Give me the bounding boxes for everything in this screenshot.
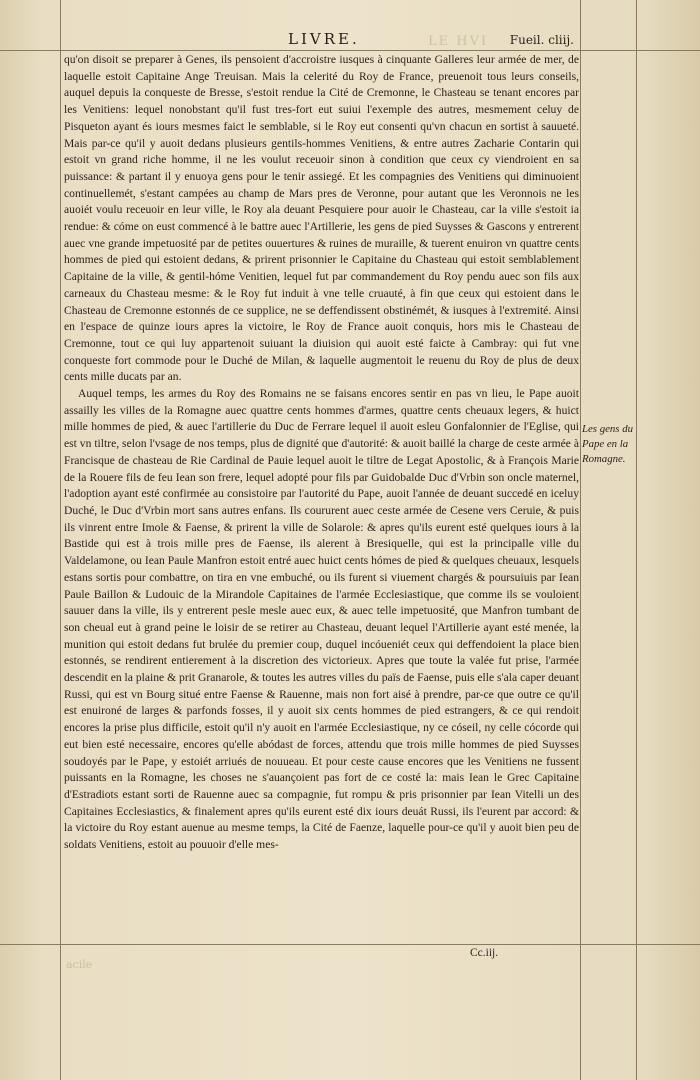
signature-mark: Cc.iij.	[470, 947, 499, 959]
left-column-rule	[60, 0, 61, 1080]
folio-number: Fueil. cliij.	[509, 33, 574, 47]
right-column-rule	[580, 0, 581, 1080]
marginal-note: Les gens du Pape en la Romagne.	[582, 423, 633, 465]
running-title: LIVRE.	[288, 30, 360, 48]
main-text	[64, 52, 579, 854]
paragraph: Auquel temps, les armes du Roy des Romains ne se faisans encores sentir en pas vn lieu, le Pape auoit assailly les villes de la Romagne auec quattre cents hommes d'armes, quattre cents cheuaux legers, & huict mille hommes de pied, & auec l'artillerie du Duc de Ferrare lequel il auoit esleu Gonfalonnier de l'Eglise, qui est vn tiltre, selon l'vsage de nos temps, plus de dignité que d'autorité: & auoit baillé la charge de ceste armée à Francisque de chasteau de Rie Cardinal de Pauie lequel auoit le tiltre de Legat Apostolic, & à François Marie de la Rouere fils de feu Iean son frere, lequel adopté pour fils par Guidobalde Duc d'Vrbin son oncle maternel, l'adoption ayant esté confirmée au consistoire par l'autorité du Pape, auoit l'année de deuant succedé en iceluy Duché, le Duc d'Vrbin mort sans autres enfans. Ils coururent auec ceste armée de Cesene vers Ceruie, & puis ils vinrent entre Imole & Faense, & prirent la ville de Solarole: & apres qu'ils eurent esté quelques iours à la Bastide qui est à trois mille pres de Faense, ils alerent à Bresiquelle, qui est la principalle ville du Valdelamone, ou Iean Paule Manfron estoit entré auec huict cents hómes de pied & quelques cheuaux, lesquels estans sortis pour combattre, on tira en vne embuché, ou ils furent si viuement chargés & poursuiuis par Iean Paule Baillon & Ludouic de la Mirandole Capitaines de l'armée Ecclesiastique, que comme ils se vouloient sauuer dans la ville, ils y entrerent pesle mesle auec eux, & auec telle impetuosité, que Manfron tumbant de son cheual eut à grand peine le loisir de se retirer au Chasteau, deuant lequel l'Artillerie ayant esté menée, la munition qui estoit dedans fut brulée du premier coup, duquel incóueniét ceux qui deffendoient la place bien estonnés, se rendirent entierement à la discretion des victorieux. Apres que toute la valée fut prise, l'armée descendit en la plaine & prit Granarole, & toutes les autres villes du païs de Faense, puis elle s'ala caper deuant Russi, qui est vn Bourg situé entre Faense & Rauenne, mais non fort aisé à prendre, par-ce que outre ce qu'il est enuironé de larges & parfonds fosses, il y auoit six cents hommes de pied estrangers, & ce qui rendoit encores la prise plus difficile, estoit qu'il n'y auoit en l'armée Ecclesiastique, ny ce cóseil, ny celle cócorde qui eut bien esté necessaire, encores qu'elle abódast de forces, attendu que trois mille hommes de pied Suysses soudoyés par le Pape, y estoiét arriués de nouueau. Et pour ceste cause encores que les Venitiens ne fussent puissants en la Romagne, les choses ne s'auançoient pas fort de ce costé la: mais Iean le Grec Capitaine d'Estradiots estant sorti de Rauenne auec sa compagnie, fut rompu & pris prisonnier par Iean Vitelli un des Capitaines Ecclesiastics, & finalement apres qu'ils eurent esté dix iours deuát Russi, ils l'eurent par accord: & la victoire du Roy estant auenue au mesme temps, la Cité de Faenze, laquelle pour-ce qu'il y auoit bien peu de soldats Venitiens, estoit au pouuoir d'elle mes-	[64, 387, 579, 852]
outer-margin-rule	[636, 0, 637, 1080]
show-through-text: LE HVI	[428, 34, 489, 49]
running-header	[60, 30, 580, 52]
bottom-rule	[0, 944, 700, 945]
paragraph: qu'on disoit se preparer à Genes, ils pensoient d'accroistre iusques à cinquante Galleres leur armée de mer, de laquelle estoit Capitaine Ange Treuisan. Mais la celerité du Roy de France, preuenoit tous leurs conseils, auquel depuis la conqueste de Bresse, s'estoit rendue la Cité de Cremonne, le Chasteau se tenant encores par les Venitiens: lequel nonobstant qu'il fust tres-fort eut suiui l'exemple des autres, mesmement celuy de Pisqueton ayant és iours mesmes faict le semblable, si le Roy eut consenti qu'vn chacun en sortist à sauueté. Mais par-ce qu'il y auoit dedans plusieurs gentils-hommes Venitiens, & entre autres Zacharie Contarin qui estoit vn grand riche homme, il ne les voulut receuoir sinon à condition que ceux cy viendroient en sa puissance: & partant il y enuoya gens pour le tenir assiegé. Et les compagnies des Venitiens qui diminuoient continuellemét, s'estant campées au champ de Mars pres de Veronne, pour autant que les Veronnois ne les auoiét voulu receuoir en leur ville, le Roy ala deuant Pesquiere pour auoir le Chasteau, car la ville s'estoit ia rendue: & cóme on eust commencé à le battre auec l'Artillerie, les gens de pied Suysses & Gascons y entrerent auec vne grande impetuosité par de petites ouuertures & ruines de muraille, & tuerent enuiron vn quattre cents hommes de pied qui estoient dedans, & prirent prisonnier le Capitaine du Chasteau qui estoit semblablement Capitaine de la ville, & gentil-hóme Venitien, lequel fut par commandement du Roy pendu auec son fils aux carneaux du Chasteau mesme: & le Roy fut induit à vne telle cruauté, à fin que ceux qui estoient dans le Chasteau de Cremonne estonnés de ce supplice, ne se deffendissent obstinémét, & iusques à l'extremité. Ainsi en l'espace de quinze iours apres la victoire, le Roy de France auoit conquis, hors mis le Chasteau de Cremonne, tout ce qui luy appartenoit suiuant la diuision qui auoit esté faicte à Cambray: qui fut vne conqueste fort commode pour le Duché de Milan, & laquelle augmentoit le reuenu du Roy de plus de deux cents mille ducats par an.	[64, 53, 579, 384]
show-through-bottom: acile	[66, 958, 93, 971]
